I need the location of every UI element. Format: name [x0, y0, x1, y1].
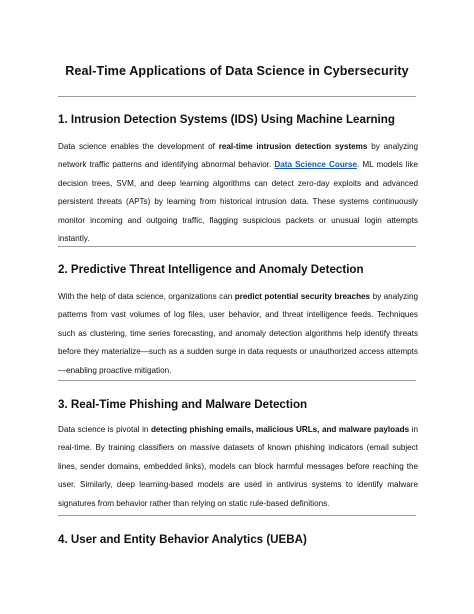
divider — [58, 96, 416, 97]
section-heading-ueba: 4. User and Entity Behavior Analytics (UEBA) — [58, 533, 307, 546]
divider — [58, 246, 416, 247]
section-heading-threat-intelligence: 2. Predictive Threat Intelligence and Anomaly Detection — [58, 263, 364, 276]
section-paragraph-ids — [58, 138, 418, 248]
data-science-course-link[interactable]: Data Science Course — [274, 160, 357, 170]
paragraph-text: With the help of data science, organizations can — [58, 292, 235, 301]
divider — [58, 515, 416, 516]
divider — [58, 380, 416, 381]
paragraph-text: . ML models like decision trees, SVM, and deep learning algorithms can detect zero-day exploits and advanced persistent threats (APTs) by learning from historical intrusion data. These systems continuously monitor incoming and outgoing traffic, flagging suspicious packets or unusual login attempts instantly. — [58, 160, 418, 244]
paragraph-text: by analyzing network traffic patterns and identifying abnormal behavior. — [58, 142, 418, 170]
emphasis-text: detecting phishing emails, malicious URLs, and malware payloads — [150, 425, 410, 434]
section-heading-phishing: 3. Real-Time Phishing and Malware Detection — [58, 398, 308, 411]
document-title: Real-Time Applications of Data Science in Cybersecurity — [65, 64, 409, 78]
paragraph-text: Data science enables the development of — [58, 142, 219, 151]
paragraph-text: in real-time. By training classifiers on massive datasets of known phishing indicators (email subject lines, sender domains, embedded links), models can block harmful messages before reaching the user. Similarly, deep learning-based models are used in antivirus systems to identify malware signatures from behavior rather than relying on static rule-based definitions. — [58, 425, 418, 508]
paragraph-text: by analyzing patterns from vast volumes of log files, user behavior, and threat intelligence feeds. Techniques such as clustering, time series forecasting, and anomaly detection algorithms help identify threats before they materialize—such as a sudden surge in data requests or unauthorized access attempts—enabling proactive mitigation. — [58, 292, 418, 375]
emphasis-text: real-time intrusion detection systems — [218, 142, 368, 151]
section-heading-ids: 1. Intrusion Detection Systems (IDS) Using Machine Learning — [58, 113, 395, 126]
section-paragraph-threat-intelligence — [58, 288, 418, 380]
section-paragraph-phishing — [58, 421, 418, 513]
paragraph-text: Data science is pivotal in — [58, 425, 151, 434]
emphasis-text: predict potential security breaches — [234, 292, 371, 301]
